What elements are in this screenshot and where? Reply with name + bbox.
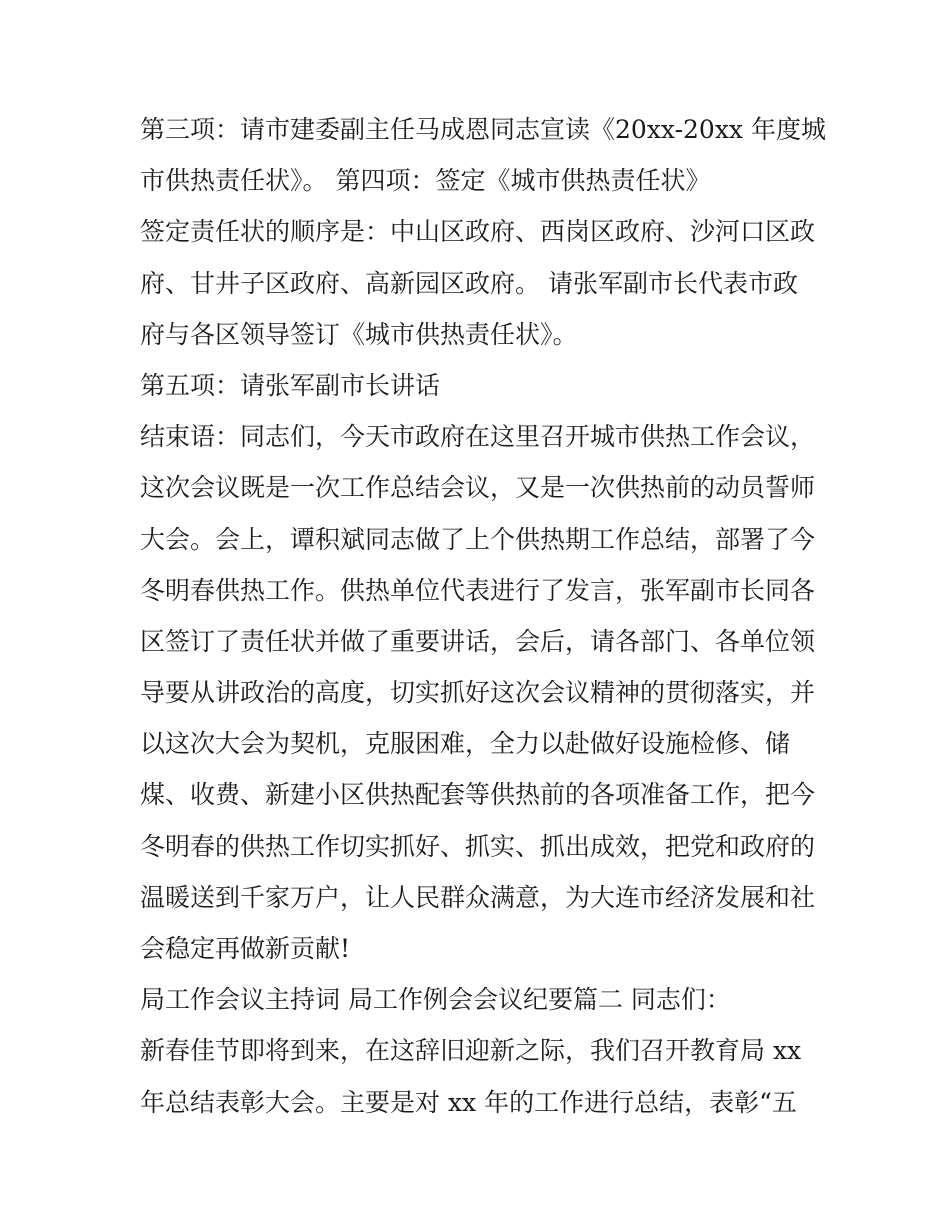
text-line: 冬明春供热工作。供热单位代表进行了发言，张军副市长同各 <box>140 575 816 605</box>
text-line: 签定责任状的顺序是：中山区政府、西岗区政府、沙河口区政 <box>140 217 816 247</box>
text-line: 第五项：请张军副市长讲话 <box>140 370 441 400</box>
text-line: 区签订了责任状并做了重要讲话，会后，请各部门、各单位领 <box>140 626 816 656</box>
document-body <box>140 104 826 1128</box>
text-line: 会稳定再做新贡献! <box>140 934 351 963</box>
text-line: 年总结表彰大会。主要是对 xx 年的工作进行总结，表彰“五 <box>140 1087 797 1117</box>
text-line: 以这次大会为契机，克服困难，全力以赴做好设施检修、储 <box>140 729 791 759</box>
text-line: 温暖送到千家万户，让人民群众满意，为大连市经济发展和社 <box>140 882 816 912</box>
text-line: 府与各区领导签订《城市供热责任状》。 <box>140 319 578 349</box>
text-line: 新春佳节即将到来，在这辞旧迎新之际，我们召开教育局 xx <box>140 1036 802 1066</box>
text-line: 第三项：请市建委副主任马成恩同志宣读《20xx-20xx 年度城 <box>140 115 826 144</box>
text-line: 结束语：同志们，今天市政府在这里召开城市供热工作会议， <box>140 422 816 452</box>
text-line: 导要从讲政治的高度，切实抓好这次会议精神的贯彻落实，并 <box>140 678 816 708</box>
text-line: 这次会议既是一次工作总结会议，又是一次供热前的动员誓师 <box>140 473 816 503</box>
text-line: 煤、收费、新建小区供热配套等供热前的各项准备工作，把今 <box>140 780 816 810</box>
text-line: 市供热责任状》。 第四项：签定《城市供热责任状》 <box>140 166 711 196</box>
text-line: 府、甘井子区政府、高新园区政府。 请张军副市长代表市政 <box>140 268 798 298</box>
text-line: 局工作会议主持词 局工作例会会议纪要篇二 同志们： <box>140 985 731 1015</box>
text-line: 大会。会上，谭积斌同志做了上个供热期工作总结，部署了今 <box>140 524 816 554</box>
text-line: 冬明春的供热工作切实抓好、抓实、抓出成效，把党和政府的 <box>140 831 816 861</box>
